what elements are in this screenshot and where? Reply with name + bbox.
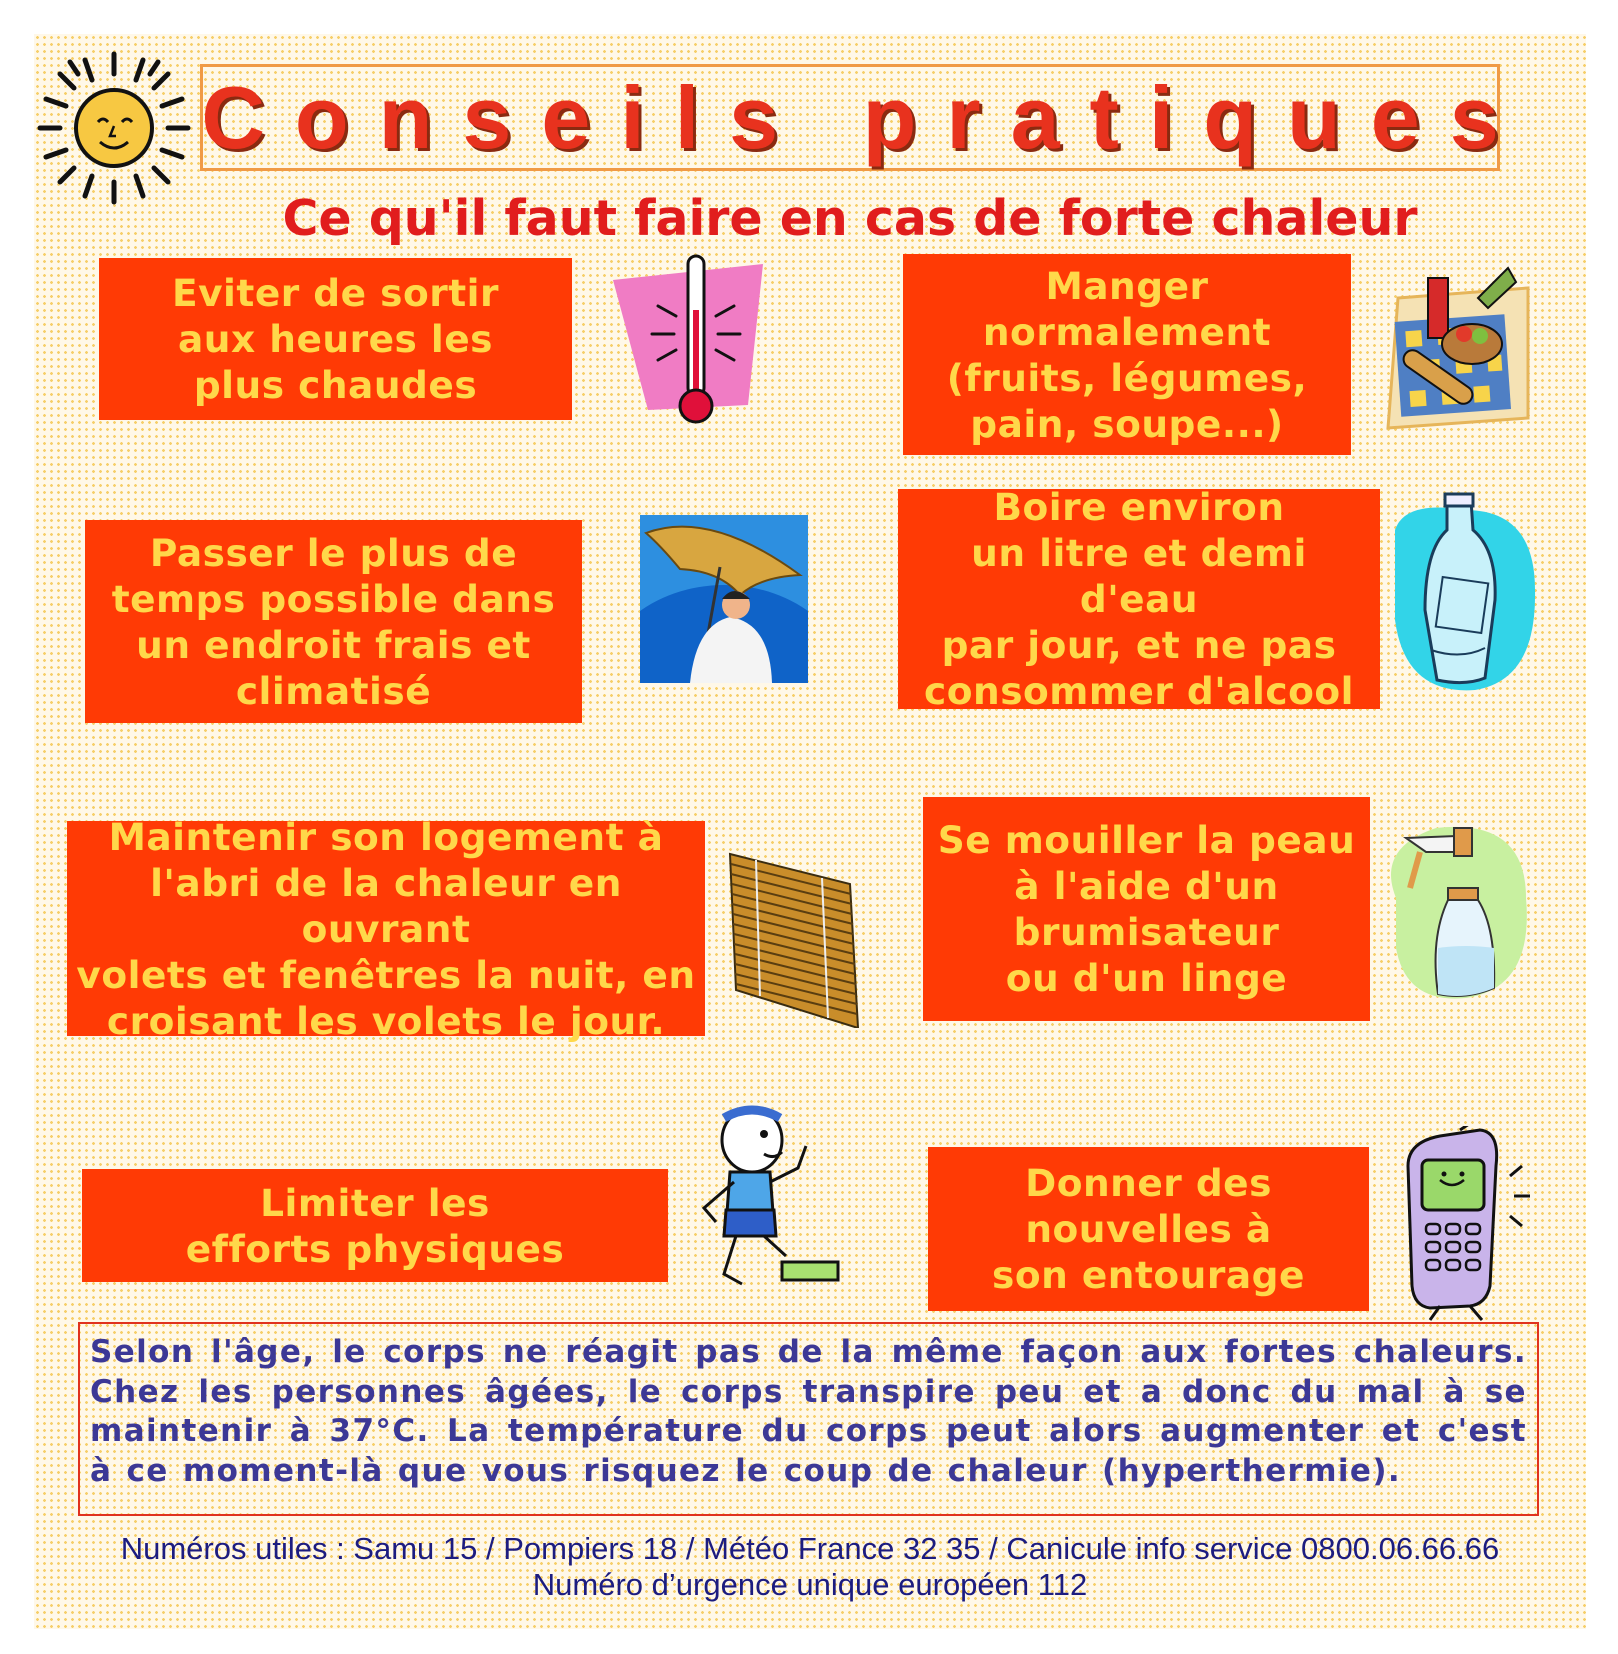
- food-basket-icon: [1378, 258, 1538, 438]
- water-bottle-icon: [1385, 490, 1540, 700]
- tip-drink-water: Boire environ un litre et demi d'eau par jour, et ne pas consommer d'alcool: [898, 489, 1380, 709]
- tip-give-news: Donner des nouvelles à son entourage: [928, 1147, 1369, 1311]
- page-title: Conseils pratiques: [201, 67, 1529, 167]
- footer-useful-numbers: Numéros utiles : Samu 15 / Pompiers 18 / Météo France 32 35 / Canicule info service 0800.06.66.66: [120, 1531, 1500, 1566]
- exercising-man-icon: [694, 1098, 844, 1296]
- sun-icon: [30, 44, 198, 212]
- footer-emergency-number: Numéro d’urgence unique européen 112: [532, 1567, 1088, 1602]
- spray-bottle-icon: [1376, 808, 1534, 1008]
- tip-cool-place: Passer le plus de temps possible dans un endroit frais et climatisé: [85, 520, 582, 723]
- tip-eat-normally: Manger normalement (fruits, légumes, pain, soupe...): [903, 254, 1351, 455]
- info-text: Selon l'âge, le corps ne réagit pas de la même façon aux fortes chaleurs. Chez les personnes âgées, le corps transpire peu et a donc du mal à se maintenir à 37°C. La température du corps peut alors augmenter et c'est à ce moment-là que vous risquez le coup de chaleur (hyperthermie).: [90, 1334, 1527, 1489]
- tip-avoid-going-out: Eviter de sortir aux heures les plus chaudes: [99, 258, 572, 420]
- page-subtitle: Ce qu'il faut faire en cas de forte chaleur: [282, 190, 1418, 247]
- title-frame: [200, 64, 1529, 171]
- thermometer-icon: [608, 250, 768, 428]
- tip-wet-skin: Se mouiller la peau à l'aide d'un brumisateur ou d'un linge: [923, 797, 1370, 1021]
- tip-keep-home-cool: Maintenir son logement à l'abri de la chaleur en ouvrant volets et fenêtres la nuit, en croisant les volets le jour.: [67, 821, 705, 1036]
- tip-limit-effort: Limiter les efforts physiques: [82, 1169, 668, 1282]
- mobile-phone-icon: [1400, 1126, 1540, 1321]
- info-box: [78, 1322, 1539, 1516]
- window-blinds-icon: [726, 850, 872, 1028]
- umbrella-person-icon: [640, 515, 808, 683]
